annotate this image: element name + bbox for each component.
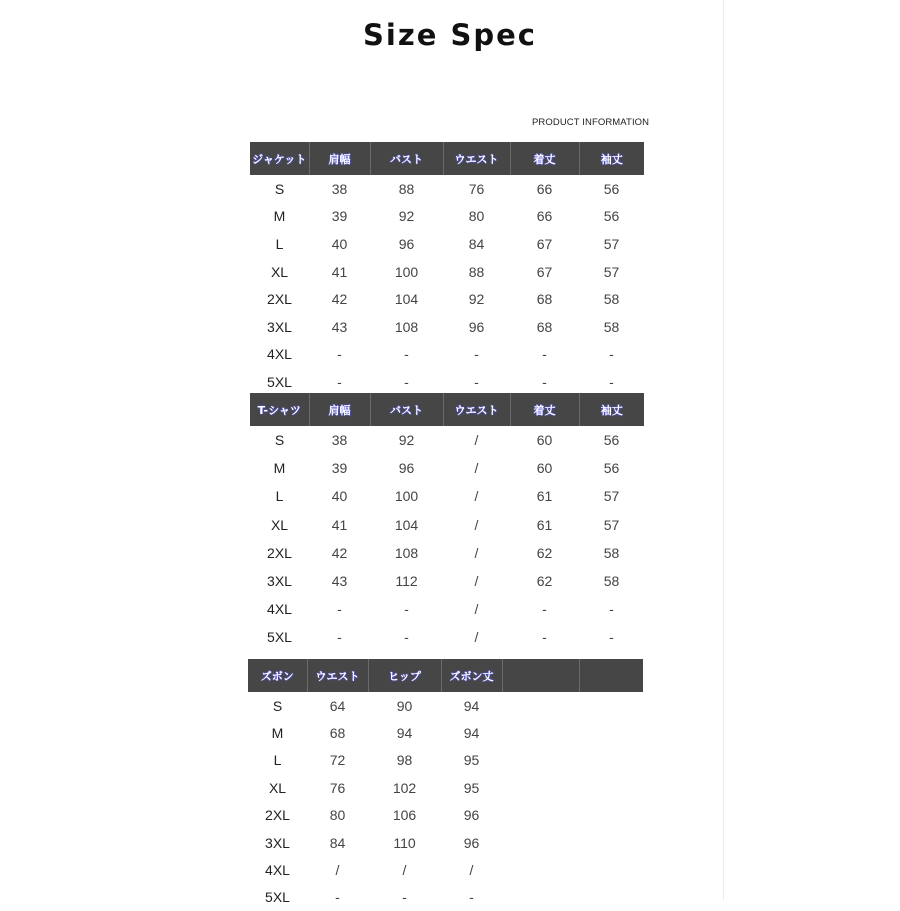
- table-row: [248, 829, 643, 856]
- size-label-cell: M: [271, 725, 284, 742]
- measurement-cell: 38: [331, 180, 348, 197]
- table-header-row: [250, 393, 644, 426]
- pants-size-table: [248, 659, 643, 911]
- table-header-cell: 肩幅: [309, 393, 370, 426]
- measurement-cell: 67: [536, 235, 553, 252]
- table-row: [250, 426, 644, 454]
- product-information-label: PRODUCT INFORMATION: [532, 117, 650, 128]
- measurement-cell: 72: [329, 752, 346, 769]
- measurement-cell: /: [474, 516, 479, 533]
- measurement-cell: 94: [463, 725, 480, 742]
- table-header-cell: ジャケット: [250, 142, 309, 175]
- table-row: [250, 175, 644, 203]
- size-label-cell: 5XL: [267, 373, 292, 390]
- measurement-cell: [579, 856, 643, 883]
- measurement-cell: 57: [603, 235, 620, 252]
- measurement-cell: 57: [603, 263, 620, 280]
- measurement-cell: [579, 747, 643, 774]
- measurement-cell: [502, 802, 579, 829]
- measurement-cell: [502, 747, 579, 774]
- measurement-cell: 43: [331, 318, 348, 335]
- measurement-cell: 58: [603, 318, 620, 335]
- table-row: [250, 313, 644, 341]
- measurement-cell: 96: [398, 235, 415, 252]
- measurement-cell: 58: [603, 544, 620, 561]
- table-header-cell: ウエスト: [443, 393, 510, 426]
- measurement-cell: -: [542, 373, 547, 390]
- measurement-cell: 96: [468, 318, 485, 335]
- measurement-cell: 40: [331, 488, 348, 505]
- measurement-cell: 56: [603, 180, 620, 197]
- measurement-cell: 80: [329, 807, 346, 824]
- measurement-cell: 95: [463, 752, 480, 769]
- measurement-cell: 84: [329, 834, 346, 851]
- measurement-cell: 56: [603, 208, 620, 225]
- size-label-cell: M: [273, 460, 286, 477]
- size-label-cell: XL: [270, 263, 289, 280]
- measurement-cell: 96: [398, 460, 415, 477]
- measurement-cell: [579, 692, 643, 719]
- measurement-cell: /: [469, 862, 474, 879]
- measurement-cell: -: [609, 346, 614, 363]
- measurement-cell: 100: [394, 488, 419, 505]
- size-label-cell: S: [272, 697, 283, 714]
- measurement-cell: 94: [396, 725, 413, 742]
- measurement-cell: 42: [331, 544, 348, 561]
- measurement-cell: -: [404, 629, 409, 646]
- measurement-cell: 96: [463, 807, 480, 824]
- table-header-cell: 着丈: [510, 142, 579, 175]
- measurement-cell: 38: [331, 432, 348, 449]
- table-row: [250, 285, 644, 313]
- table-row: [250, 203, 644, 231]
- measurement-cell: 64: [329, 697, 346, 714]
- measurement-cell: 112: [395, 573, 418, 590]
- measurement-cell: -: [337, 346, 342, 363]
- table-row: [250, 230, 644, 258]
- right-divider: [723, 0, 724, 900]
- jacket-size-table: [250, 142, 644, 396]
- measurement-cell: 61: [536, 488, 553, 505]
- measurement-cell: 58: [603, 291, 620, 308]
- measurement-cell: 66: [536, 180, 553, 197]
- size-label-cell: 2XL: [265, 807, 290, 824]
- measurement-cell: 110: [393, 834, 416, 851]
- table-header-cell: [579, 659, 643, 692]
- measurement-cell: -: [609, 373, 614, 390]
- measurement-cell: [502, 692, 579, 719]
- measurement-cell: -: [474, 346, 479, 363]
- measurement-cell: /: [402, 862, 407, 879]
- table-header-cell: [502, 659, 579, 692]
- table-header-cell: ズボン丈: [441, 659, 502, 692]
- table-header-cell: バスト: [370, 393, 443, 426]
- measurement-cell: 94: [463, 697, 480, 714]
- table-header-cell: ウエスト: [307, 659, 368, 692]
- table-header-cell: T-シャツ: [250, 393, 309, 426]
- measurement-cell: -: [609, 629, 614, 646]
- measurement-cell: 60: [536, 460, 553, 477]
- size-label-cell: XL: [268, 779, 287, 796]
- size-label-cell: 3XL: [267, 318, 292, 335]
- table-row: [248, 692, 643, 719]
- size-label-cell: 3XL: [267, 573, 292, 590]
- measurement-cell: 92: [398, 432, 415, 449]
- measurement-cell: [502, 774, 579, 801]
- measurement-cell: 68: [329, 725, 346, 742]
- measurement-cell: 90: [396, 697, 413, 714]
- measurement-cell: 62: [536, 544, 553, 561]
- table-row: [248, 747, 643, 774]
- table-header-cell: 袖丈: [579, 142, 644, 175]
- table-header-cell: 袖丈: [579, 393, 644, 426]
- measurement-cell: 39: [331, 460, 348, 477]
- size-label-cell: L: [273, 752, 282, 769]
- size-label-cell: S: [274, 432, 285, 449]
- table-row: [248, 856, 643, 883]
- size-label-cell: L: [275, 488, 284, 505]
- measurement-cell: 57: [603, 516, 620, 533]
- size-label-cell: 2XL: [267, 544, 292, 561]
- measurement-cell: 98: [396, 752, 413, 769]
- measurement-cell: 96: [463, 834, 480, 851]
- measurement-cell: 41: [331, 263, 348, 280]
- measurement-cell: /: [474, 601, 479, 618]
- table-row: [250, 258, 644, 286]
- measurement-cell: -: [404, 346, 409, 363]
- measurement-cell: 76: [468, 180, 485, 197]
- measurement-cell: [579, 719, 643, 746]
- measurement-cell: 39: [331, 208, 348, 225]
- measurement-cell: 56: [603, 432, 620, 449]
- measurement-cell: [579, 829, 643, 856]
- measurement-cell: 56: [603, 460, 620, 477]
- measurement-cell: -: [404, 373, 409, 390]
- table-header-cell: 肩幅: [309, 142, 370, 175]
- table-row: [250, 623, 644, 651]
- measurement-cell: 41: [331, 516, 348, 533]
- measurement-cell: 104: [394, 291, 419, 308]
- measurement-cell: [502, 856, 579, 883]
- measurement-cell: 108: [394, 318, 419, 335]
- table-row: [250, 567, 644, 595]
- measurement-cell: -: [542, 601, 547, 618]
- measurement-cell: /: [335, 862, 340, 879]
- measurement-cell: 68: [536, 291, 553, 308]
- measurement-cell: 92: [468, 291, 485, 308]
- size-label-cell: S: [274, 180, 285, 197]
- table-row: [250, 511, 644, 539]
- measurement-cell: 43: [331, 573, 348, 590]
- measurement-cell: /: [474, 629, 479, 646]
- measurement-cell: -: [469, 889, 474, 906]
- table-row: [248, 884, 643, 911]
- size-label-cell: 4XL: [267, 346, 292, 363]
- measurement-cell: [502, 884, 579, 911]
- measurement-cell: [579, 884, 643, 911]
- table-row: [250, 454, 644, 482]
- measurement-cell: 42: [331, 291, 348, 308]
- measurement-cell: 68: [536, 318, 553, 335]
- measurement-cell: 60: [536, 432, 553, 449]
- size-label-cell: L: [275, 235, 284, 252]
- table-row: [250, 368, 644, 396]
- measurement-cell: -: [402, 889, 407, 906]
- measurement-cell: 88: [468, 263, 485, 280]
- size-label-cell: XL: [270, 516, 289, 533]
- measurement-cell: 100: [394, 263, 419, 280]
- measurement-cell: [579, 774, 643, 801]
- measurement-cell: -: [609, 601, 614, 618]
- table-header-cell: ウエスト: [443, 142, 510, 175]
- size-label-cell: 2XL: [267, 291, 292, 308]
- table-header-cell: ヒップ: [368, 659, 441, 692]
- size-label-cell: 5XL: [265, 889, 290, 906]
- size-label-cell: 3XL: [265, 834, 290, 851]
- table-row: [248, 774, 643, 801]
- measurement-cell: 66: [536, 208, 553, 225]
- size-label-cell: 5XL: [267, 629, 292, 646]
- measurement-cell: /: [474, 460, 479, 477]
- tshirt-size-table: [250, 393, 644, 652]
- measurement-cell: -: [337, 629, 342, 646]
- measurement-cell: 88: [398, 180, 415, 197]
- measurement-cell: 95: [463, 779, 480, 796]
- size-label-cell: M: [273, 208, 286, 225]
- table-header-row: [250, 142, 644, 175]
- measurement-cell: 104: [394, 516, 419, 533]
- measurement-cell: /: [474, 573, 479, 590]
- measurement-cell: -: [474, 373, 479, 390]
- table-header-row: [248, 659, 643, 692]
- measurement-cell: /: [474, 432, 479, 449]
- measurement-cell: [502, 719, 579, 746]
- measurement-cell: 61: [536, 516, 553, 533]
- measurement-cell: [579, 802, 643, 829]
- measurement-cell: 40: [331, 235, 348, 252]
- table-row: [250, 595, 644, 623]
- table-row: [250, 482, 644, 510]
- measurement-cell: 76: [329, 779, 346, 796]
- measurement-cell: /: [474, 488, 479, 505]
- measurement-cell: -: [542, 629, 547, 646]
- measurement-cell: -: [337, 373, 342, 390]
- size-label-cell: 4XL: [267, 601, 292, 618]
- measurement-cell: -: [404, 601, 409, 618]
- table-row: [248, 719, 643, 746]
- table-row: [248, 802, 643, 829]
- table-header-cell: バスト: [370, 142, 443, 175]
- measurement-cell: 67: [536, 263, 553, 280]
- measurement-cell: 58: [603, 573, 620, 590]
- table-row: [250, 341, 644, 369]
- measurement-cell: 62: [536, 573, 553, 590]
- measurement-cell: 108: [394, 544, 419, 561]
- measurement-cell: -: [335, 889, 340, 906]
- measurement-cell: 106: [392, 807, 417, 824]
- table-header-cell: ズボン: [248, 659, 307, 692]
- measurement-cell: 84: [468, 235, 485, 252]
- measurement-cell: /: [474, 544, 479, 561]
- table-row: [250, 539, 644, 567]
- measurement-cell: 80: [468, 208, 485, 225]
- measurement-cell: 92: [398, 208, 415, 225]
- measurement-cell: 57: [603, 488, 620, 505]
- measurement-cell: 102: [392, 779, 417, 796]
- page-title: Size Spec: [363, 18, 537, 52]
- measurement-cell: -: [337, 601, 342, 618]
- measurement-cell: [502, 829, 579, 856]
- size-label-cell: 4XL: [265, 862, 290, 879]
- table-header-cell: 着丈: [510, 393, 579, 426]
- measurement-cell: -: [542, 346, 547, 363]
